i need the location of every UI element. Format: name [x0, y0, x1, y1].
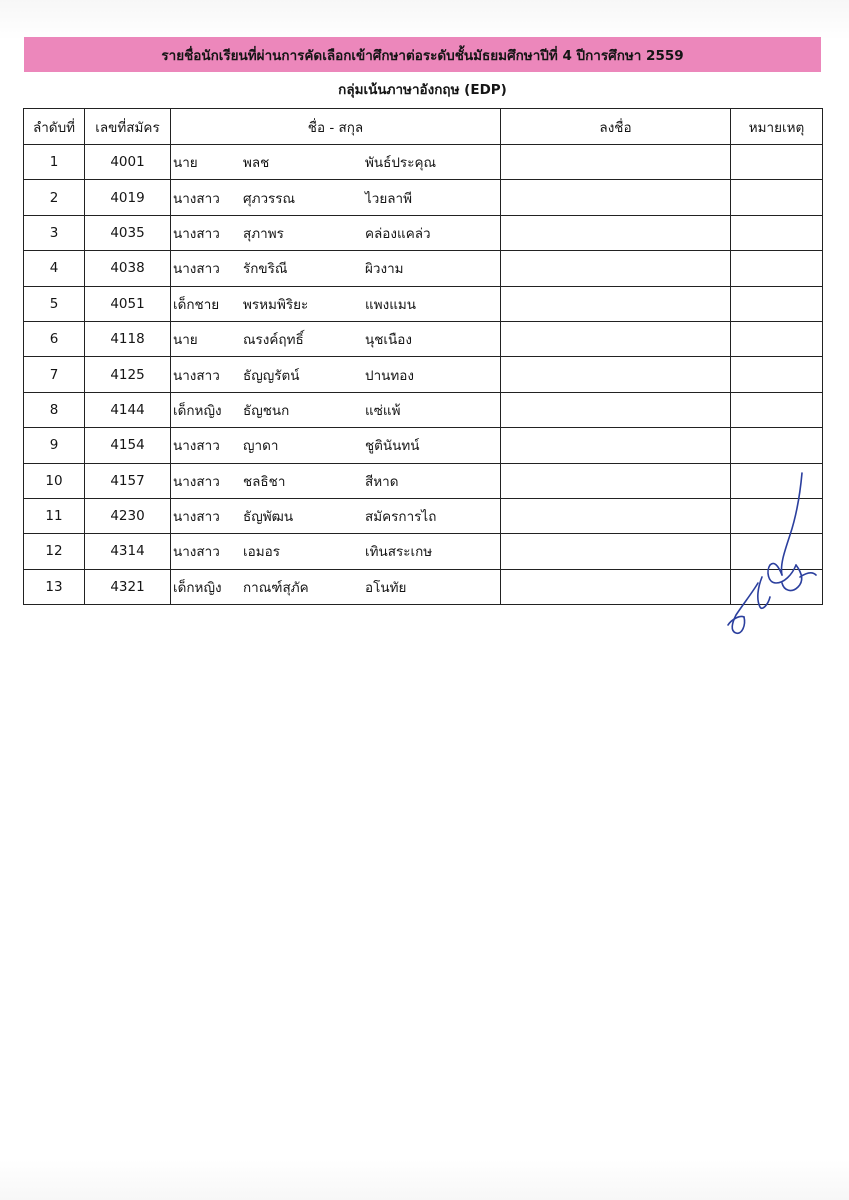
row-signature-cell: [501, 463, 731, 498]
document-subtitle: กลุ่มเน้นภาษาอังกฤษ (EDP): [338, 82, 507, 98]
row-name-prefix: นางสาว: [173, 473, 220, 490]
row-full-name: [171, 286, 501, 321]
row-name-prefix: นางสาว: [173, 367, 220, 384]
row-remark-cell: [731, 392, 823, 427]
row-full-name: [171, 498, 501, 533]
row-signature-cell: [501, 428, 731, 463]
row-first-name: พลช: [243, 155, 270, 172]
row-full-name: [171, 180, 501, 215]
table-row: [24, 428, 823, 463]
row-order: 8: [24, 392, 85, 427]
header-order: ลำดับที่: [24, 109, 85, 145]
row-name-prefix: เด็กหญิง: [173, 402, 222, 419]
row-order: 10: [24, 463, 85, 498]
header-signature: ลงชื่อ: [501, 109, 731, 145]
row-applicant-no: 4314: [85, 534, 171, 569]
row-last-name: ชูตินันทน์: [365, 438, 420, 455]
row-signature-cell: [501, 145, 731, 180]
row-remark-cell: [731, 145, 823, 180]
row-applicant-no: 4144: [85, 392, 171, 427]
row-name-prefix: นาย: [173, 155, 198, 172]
row-full-name: [171, 321, 501, 356]
title-banner: [24, 37, 821, 72]
row-signature-cell: [501, 180, 731, 215]
row-name-prefix: เด็กชาย: [173, 296, 220, 313]
table-row: [24, 498, 823, 533]
row-last-name: เทินสระเกษ: [365, 544, 433, 561]
table-row: [24, 251, 823, 286]
row-remark-cell: [731, 321, 823, 356]
table-row: [24, 145, 823, 180]
row-last-name: ไวยลาพี: [365, 190, 413, 207]
row-name-prefix: นางสาว: [173, 509, 220, 526]
row-remark-cell: [731, 251, 823, 286]
row-first-name: พรหมพิริยะ: [243, 296, 309, 313]
row-order: 5: [24, 286, 85, 321]
row-applicant-no: 4038: [85, 251, 171, 286]
row-order: 12: [24, 534, 85, 569]
row-first-name: ชลธิชา: [243, 473, 286, 490]
student-roster-table: [23, 108, 823, 605]
row-signature-cell: [501, 286, 731, 321]
row-applicant-no: 4051: [85, 286, 171, 321]
row-full-name: [171, 463, 501, 498]
table-row: [24, 321, 823, 356]
row-signature-cell: [501, 498, 731, 533]
row-signature-cell: [501, 392, 731, 427]
row-last-name: สีหาด: [365, 473, 399, 490]
row-full-name: [171, 534, 501, 569]
row-full-name: [171, 428, 501, 463]
row-applicant-no: 4035: [85, 215, 171, 250]
row-remark-cell: [731, 286, 823, 321]
row-name-prefix: เด็กหญิง: [173, 579, 222, 596]
row-full-name: [171, 357, 501, 392]
row-first-name: รักขริณี: [243, 261, 288, 278]
row-first-name: กาณฑ์สุภัค: [243, 579, 309, 596]
row-order: 11: [24, 498, 85, 533]
table-row: [24, 215, 823, 250]
row-last-name: ปานทอง: [365, 367, 414, 384]
row-remark-cell: [731, 428, 823, 463]
row-last-name: แพงแมน: [365, 296, 417, 313]
row-signature-cell: [501, 321, 731, 356]
row-remark-cell: [731, 569, 823, 604]
row-name-prefix: นางสาว: [173, 438, 220, 455]
row-signature-cell: [501, 215, 731, 250]
row-name-prefix: นางสาว: [173, 261, 220, 278]
row-first-name: ธัญญรัตน์: [243, 367, 300, 384]
row-applicant-no: 4118: [85, 321, 171, 356]
row-applicant-no: 4230: [85, 498, 171, 533]
row-order: 6: [24, 321, 85, 356]
row-full-name: [171, 145, 501, 180]
row-order: 1: [24, 145, 85, 180]
row-full-name: [171, 569, 501, 604]
row-applicant-no: 4157: [85, 463, 171, 498]
row-first-name: ศุภวรรณ: [243, 190, 296, 207]
table-body: [24, 145, 823, 605]
row-name-prefix: นาย: [173, 332, 198, 349]
table-row: [24, 286, 823, 321]
row-applicant-no: 4001: [85, 145, 171, 180]
header-remark: หมายเหตุ: [731, 109, 823, 145]
row-first-name: ธัญชนก: [243, 402, 290, 419]
row-remark-cell: [731, 463, 823, 498]
row-full-name: [171, 392, 501, 427]
table-row: [24, 463, 823, 498]
row-order: 9: [24, 428, 85, 463]
row-remark-cell: [731, 180, 823, 215]
table-row: [24, 180, 823, 215]
header-name: ชื่อ - สกุล: [171, 109, 501, 145]
row-remark-cell: [731, 534, 823, 569]
row-name-prefix: นางสาว: [173, 544, 220, 561]
table-row: [24, 357, 823, 392]
row-last-name: แซ่แพ้: [365, 402, 401, 419]
row-last-name: พันธ์ประคุณ: [365, 155, 436, 172]
row-remark-cell: [731, 357, 823, 392]
row-signature-cell: [501, 251, 731, 286]
row-applicant-no: 4019: [85, 180, 171, 215]
row-full-name: [171, 251, 501, 286]
row-order: 2: [24, 180, 85, 215]
row-first-name: เอมอร: [243, 544, 280, 561]
row-order: 13: [24, 569, 85, 604]
row-order: 4: [24, 251, 85, 286]
row-last-name: นุชเนือง: [365, 332, 412, 349]
row-signature-cell: [501, 569, 731, 604]
row-applicant-no: 4154: [85, 428, 171, 463]
table-row: [24, 534, 823, 569]
row-remark-cell: [731, 215, 823, 250]
row-signature-cell: [501, 357, 731, 392]
row-name-prefix: นางสาว: [173, 225, 220, 242]
row-last-name: คล่องแคล่ว: [365, 225, 431, 242]
row-first-name: ณรงค์ฤทธิ์: [243, 332, 304, 349]
table-row: [24, 569, 823, 604]
row-order: 7: [24, 357, 85, 392]
table-header-row: [24, 109, 823, 145]
row-first-name: ธัญพัฒน: [243, 509, 294, 526]
row-full-name: [171, 215, 501, 250]
row-last-name: สมัครการไถ: [365, 509, 437, 526]
table-row: [24, 392, 823, 427]
row-last-name: ผิวงาม: [365, 261, 404, 278]
document-title: รายชื่อนักเรียนที่ผ่านการคัดเลือกเข้าศึกษาต่อระดับชั้นมัธยมศึกษาปีที่ 4 ปีการศึกษา 2559: [161, 47, 684, 64]
row-applicant-no: 4321: [85, 569, 171, 604]
row-last-name: อโนทัย: [365, 579, 407, 596]
row-first-name: สุภาพร: [243, 225, 284, 242]
row-signature-cell: [501, 534, 731, 569]
row-applicant-no: 4125: [85, 357, 171, 392]
header-applicant-no: เลขที่สมัคร: [85, 109, 171, 145]
row-name-prefix: นางสาว: [173, 190, 220, 207]
row-remark-cell: [731, 498, 823, 533]
row-order: 3: [24, 215, 85, 250]
row-first-name: ญาดา: [243, 438, 279, 455]
